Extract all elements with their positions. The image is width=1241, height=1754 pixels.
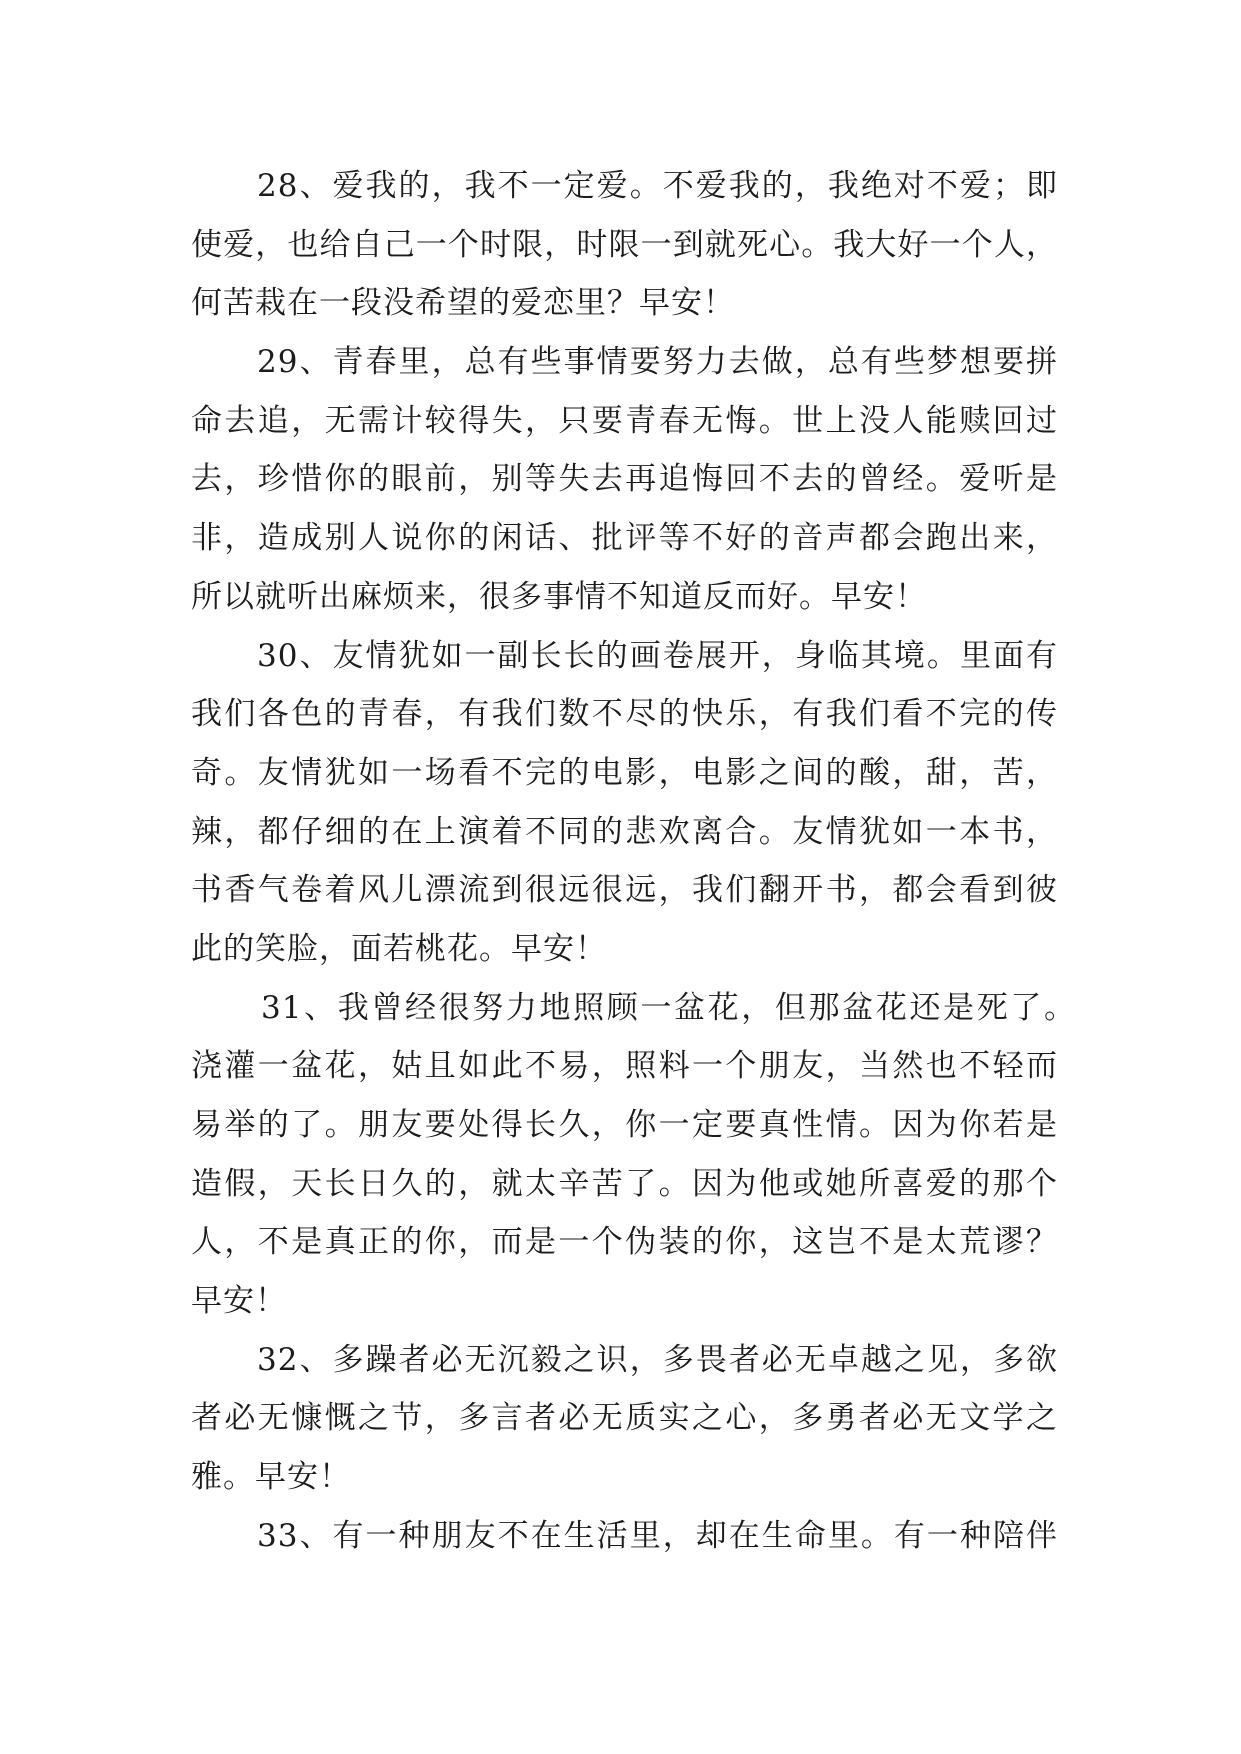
text-line: 人，不是真正的你，而是一个伪装的你，这岂不是太荒谬？ (191, 1224, 1058, 1261)
text-line: 浇灌一盆花，姑且如此不易，照料一个朋友，当然也不轻而 (191, 1048, 1058, 1085)
text-line: 雅。早安！ (191, 1459, 351, 1496)
text-line: 30、友情犹如一副长长的画卷展开，身临其境。里面有 (257, 637, 1058, 674)
text-line: 32、多躁者必无沉毅之识，多畏者必无卓越之见，多欲 (257, 1341, 1058, 1378)
text-line: 去，珍惜你的眼前，别等失去再追悔回不去的曾经。爱听是 (191, 461, 1058, 498)
text-line: 使爱，也给自己一个时限，时限一到就死心。我大好一个人， (191, 226, 1058, 263)
paragraph-29 (191, 333, 1058, 626)
text-line: 我们各色的青春，有我们数不尽的快乐，有我们看不完的传 (191, 696, 1058, 733)
text-line: 书香气卷着风儿漂流到很远很远，我们翻开书，都会看到彼 (191, 872, 1058, 909)
paragraph-31 (191, 979, 1076, 1331)
text-line: 易举的了。朋友要处得长久，你一定要真性情。因为你若是 (191, 1107, 1058, 1143)
text-line: 31、我曾经很努力地照顾一盆花，但那盆花还是死了。 (261, 989, 1076, 1026)
text-line: 命去追，无需计较得失，只要青春无悔。世上没人能赎回过 (191, 402, 1058, 439)
text-line: 奇。友情犹如一场看不完的电影，电影之间的酸，甜，苦， (191, 754, 1058, 791)
text-line: 何苦栽在一段没希望的爱恋里？早安！ (191, 285, 735, 322)
paragraph-33 (191, 1507, 1058, 1566)
text-line: 非，造成别人说你的闲话、批评等不好的音声都会跑出来， (191, 520, 1058, 557)
text-line: 33、有一种朋友不在生活里，却在生命里。有一种陪伴 (257, 1517, 1058, 1554)
text-line: 28、爱我的，我不一定爱。不爱我的，我绝对不爱；即 (257, 168, 1058, 204)
document-body (191, 157, 1076, 1566)
text-line: 此的笑脸，面若桃花。早安！ (191, 930, 607, 967)
paragraph-28 (191, 157, 1058, 333)
text-line: 者必无慷慨之节，多言者必无质实之心，多勇者必无文学之 (191, 1400, 1058, 1437)
text-line: 早安！ (191, 1283, 287, 1320)
text-line: 所以就听出麻烦来，很多事情不知道反而好。早安！ (191, 578, 927, 615)
text-line: 29、青春里，总有些事情要努力去做，总有些梦想要拼 (257, 344, 1058, 381)
paragraph-32 (191, 1331, 1058, 1507)
paragraph-30 (191, 627, 1058, 979)
text-line: 辣，都仔细的在上演着不同的悲欢离合。友情犹如一本书， (191, 813, 1058, 850)
text-line: 造假，天长日久的，就太辛苦了。因为他或她所喜爱的那个 (191, 1165, 1058, 1202)
